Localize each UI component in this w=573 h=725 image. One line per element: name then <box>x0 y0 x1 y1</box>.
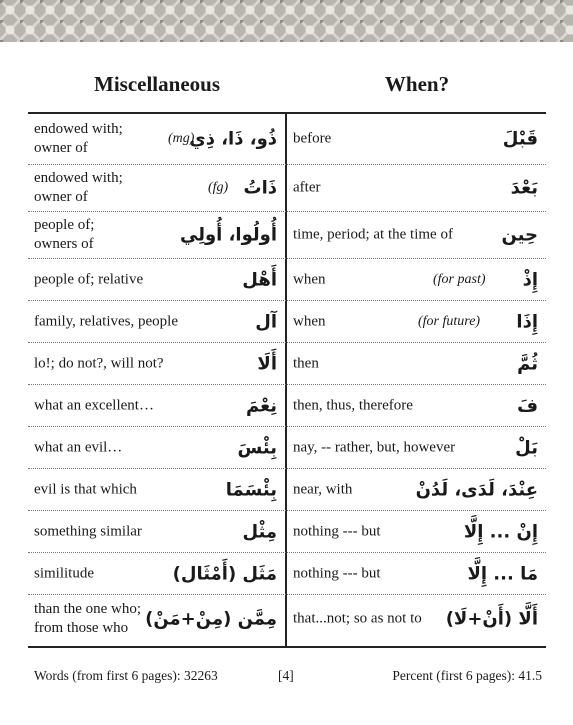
english-meaning: what an evil… <box>34 439 123 455</box>
table-row <box>28 343 546 385</box>
misc-cell <box>28 511 285 552</box>
when-cell <box>287 301 546 342</box>
when-cell <box>287 511 546 552</box>
arabic-word: ثُمَّ <box>517 353 538 374</box>
misc-cell <box>28 212 285 258</box>
english-meaning: family, relatives, people <box>34 313 178 329</box>
when-cell <box>287 427 546 468</box>
arabic-word: إِذْ <box>522 269 538 290</box>
arabic-word: بِئْسَمَا <box>225 479 277 500</box>
table-row <box>28 165 546 212</box>
table-row <box>28 469 546 511</box>
vocabulary-table <box>28 112 546 648</box>
arabic-word: مَا ... إِلَّا <box>467 563 538 584</box>
misc-cell <box>28 259 285 300</box>
arabic-word: بِئْسَ <box>237 437 277 458</box>
header-miscellaneous: Miscellaneous <box>94 72 220 96</box>
usage-note: (for past) <box>433 271 486 287</box>
english-meaning: when <box>293 271 326 287</box>
arabic-word: أُولُوا، أُولِي <box>179 224 277 246</box>
english-meaning: nay, -- rather, but, however <box>293 439 456 455</box>
table-row <box>28 385 546 427</box>
when-cell <box>287 385 546 426</box>
english-meaning: then, thus, therefore <box>293 397 413 413</box>
arabic-word: ذَاتُ <box>243 177 277 199</box>
english-meaning: endowed with; owner of <box>34 170 123 205</box>
arabic-word: مِمَّن (مِنْ+مَنْ) <box>145 608 277 630</box>
word-count: Words (from first 6 pages): 32263 <box>34 668 218 683</box>
english-meaning: what an excellent… <box>34 397 154 413</box>
english-meaning: nothing --- but <box>293 523 381 539</box>
table-row <box>28 427 546 469</box>
decorative-border <box>0 0 573 42</box>
misc-cell <box>28 427 285 468</box>
when-cell <box>287 165 546 211</box>
misc-cell <box>28 595 285 643</box>
english-meaning: after <box>293 179 321 196</box>
header-when: When? <box>384 72 450 96</box>
english-meaning: before <box>293 130 332 147</box>
when-cell <box>287 114 546 164</box>
misc-cell <box>28 469 285 510</box>
table-row <box>28 259 546 301</box>
page-number: [4] <box>278 668 294 683</box>
misc-cell <box>28 343 285 384</box>
arabic-word: آل <box>255 311 277 332</box>
when-cell <box>287 343 546 384</box>
misc-cell <box>28 385 285 426</box>
arabic-word: أَلَّا (أَنْ+لَا) <box>445 608 538 630</box>
arabic-word: أَهْل <box>242 269 277 290</box>
misc-cell <box>28 553 285 594</box>
arabic-word: حِين <box>501 224 538 246</box>
arabic-word: فَ <box>517 395 538 416</box>
page-footer <box>34 668 542 686</box>
table-row <box>28 301 546 343</box>
english-meaning: than the one who; from those who <box>34 601 142 636</box>
table-row <box>28 114 546 165</box>
english-meaning: near, with <box>293 481 353 497</box>
table-row <box>28 511 546 553</box>
english-meaning: that...not; so as not to <box>293 610 422 627</box>
misc-cell <box>28 301 285 342</box>
english-meaning: lo!; do not?, will not? <box>34 355 164 371</box>
table-row <box>28 595 546 643</box>
column-headers <box>28 72 546 106</box>
when-cell <box>287 212 546 258</box>
usage-note: (for future) <box>418 313 481 329</box>
english-meaning: when <box>293 313 326 329</box>
arabic-word: عِنْدَ، لَدَى، لَدُنْ <box>415 479 538 500</box>
english-meaning: similitude <box>34 565 94 581</box>
gender-note: (fg) <box>208 180 229 195</box>
arabic-word: إِنْ ... إِلَّا <box>463 521 538 542</box>
english-meaning: something similar <box>34 523 142 539</box>
english-meaning: then <box>293 355 319 371</box>
arabic-word: مِثْل <box>242 521 277 542</box>
percent-label: Percent (first 6 pages): 41.5 <box>392 668 542 683</box>
when-cell <box>287 553 546 594</box>
table-row <box>28 212 546 259</box>
arabic-word: مَثَل (أَمْثَال) <box>172 563 277 584</box>
when-cell <box>287 469 546 510</box>
arabic-word: نِعْمَ <box>245 395 277 416</box>
when-cell <box>287 595 546 643</box>
arabic-word: أَلَا <box>257 353 277 374</box>
english-meaning: nothing --- but <box>293 565 381 581</box>
english-meaning: evil is that which <box>34 481 137 497</box>
english-meaning: endowed with; owner of <box>34 121 123 156</box>
english-meaning: time, period; at the time of <box>293 226 453 243</box>
arabic-word: ذُو، ذَا، ذِي <box>189 128 277 150</box>
english-meaning: people of; owners of <box>34 217 95 252</box>
arabic-word: بَعْدَ <box>510 177 538 199</box>
arabic-word: بَلْ <box>515 437 538 458</box>
arabic-word: إِذَا <box>516 311 538 332</box>
gender-note: (mg) <box>168 131 195 146</box>
english-meaning: people of; relative <box>34 271 144 287</box>
arabic-word: قَبْلَ <box>502 128 538 150</box>
misc-cell <box>28 114 285 164</box>
table-row <box>28 553 546 595</box>
when-cell <box>287 259 546 300</box>
misc-cell <box>28 165 285 211</box>
